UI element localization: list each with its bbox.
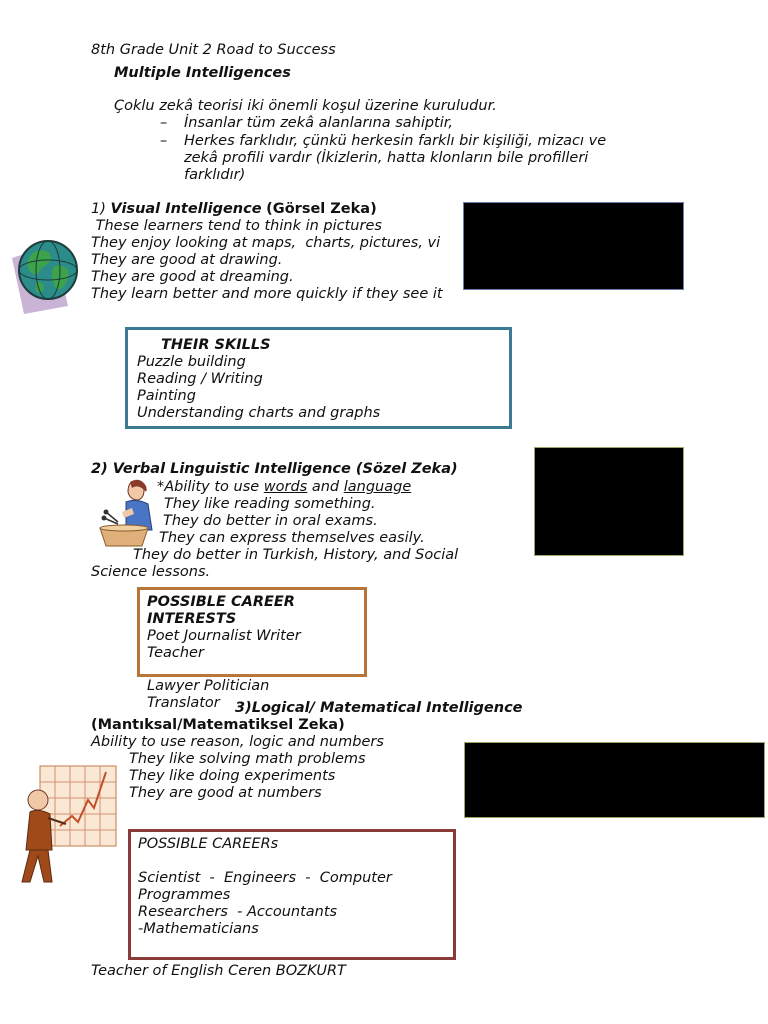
career-item: Lawyer Politician	[147, 678, 270, 694]
verbal-career-box	[137, 587, 367, 677]
intro-lead: Çoklu zekâ teorisi iki önemli koşul üzerine kuruludur.	[114, 98, 497, 114]
intro-bullet-2-line-1: Herkes farklıdır, çünkü herkesin farklı bir kişiliği, mizacı ve	[184, 133, 607, 149]
visual-line: They enjoy looking at maps, charts, pictures, vi	[91, 235, 441, 251]
visual-heading-tr: (Görsel Zeka)	[266, 201, 377, 217]
presenter-chart-icon	[20, 764, 120, 886]
intro-bullet-2-line-3: farklıdır)	[184, 167, 246, 183]
course-title: 8th Grade Unit 2 Road to Success	[91, 42, 336, 58]
bullet-marker: –	[160, 133, 168, 149]
globe-icon	[10, 236, 82, 316]
bullet-marker: –	[160, 115, 168, 131]
verbal-line: They do better in oral exams.	[163, 513, 378, 529]
logical-line: Ability to use reason, logic and numbers	[91, 734, 384, 750]
logical-heading: 3)Logical/ Matematical Intelligence	[235, 700, 523, 716]
visual-heading-en: Visual Intelligence	[110, 201, 262, 217]
visual-heading	[91, 201, 377, 218]
skill-item: Understanding charts and graphs	[137, 405, 381, 421]
logical-line: They are good at numbers	[129, 785, 322, 801]
verbal-ability	[157, 479, 411, 496]
career-title: POSSIBLE CAREERs	[138, 836, 279, 852]
verbal-line: They like reading something.	[164, 496, 376, 512]
page-title: Multiple Intelligences	[114, 65, 291, 81]
ability-words: words	[263, 479, 308, 495]
career-item: Programmes	[138, 887, 231, 903]
career-item: Poet Journalist Writer	[147, 628, 301, 644]
logical-line: They like solving math problems	[129, 751, 366, 767]
verbal-line: They do better in Turkish, History, and Social	[133, 547, 459, 563]
career-title: INTERESTS	[147, 611, 237, 627]
career-item: Teacher	[147, 645, 204, 661]
skills-box	[125, 327, 512, 429]
footer-teacher: Teacher of English Ceren BOZKURT	[91, 963, 346, 979]
redacted-image	[464, 742, 765, 818]
redacted-image	[534, 447, 684, 556]
intro-bullet-1: İnsanlar tüm zekâ alanlarına sahiptir,	[184, 115, 454, 131]
skill-item: Reading / Writing	[137, 371, 263, 387]
career-item: -Mathematicians	[138, 921, 259, 937]
visual-line: They are good at dreaming.	[91, 269, 294, 285]
career-title: POSSIBLE CAREER	[147, 594, 295, 610]
visual-heading-number: 1)	[91, 201, 106, 217]
visual-line: These learners tend to think in pictures	[91, 218, 382, 234]
skill-item: Painting	[137, 388, 196, 404]
ability-language: language	[343, 479, 412, 495]
speaker-icon	[96, 478, 156, 550]
logical-line: They like doing experiments	[129, 768, 336, 784]
logical-heading-tr: (Mantıksal/Matematiksel Zeka)	[91, 717, 345, 733]
skills-title: THEIR SKILLS	[161, 337, 271, 353]
redacted-image	[463, 202, 684, 290]
career-item: Scientist - Engineers - Computer	[138, 870, 392, 886]
career-item: Researchers - Accountants	[138, 904, 338, 920]
career-item: Translator	[147, 695, 220, 711]
ability-and: and	[307, 479, 344, 495]
ability-text: *Ability to use	[157, 479, 264, 495]
visual-line: They are good at drawing.	[91, 252, 283, 268]
verbal-line: They can express themselves easily.	[159, 530, 425, 546]
intro-bullet-2-line-2: zekâ profili vardır (İkizlerin, hatta klonların bile profilleri	[184, 150, 589, 166]
verbal-line: Science lessons.	[91, 564, 211, 580]
logical-career-box	[128, 829, 456, 960]
skill-item: Puzzle building	[137, 354, 246, 370]
visual-line: They learn better and more quickly if they see it	[91, 286, 443, 302]
verbal-heading: 2) Verbal Linguistic Intelligence (Sözel Zeka)	[91, 461, 458, 477]
